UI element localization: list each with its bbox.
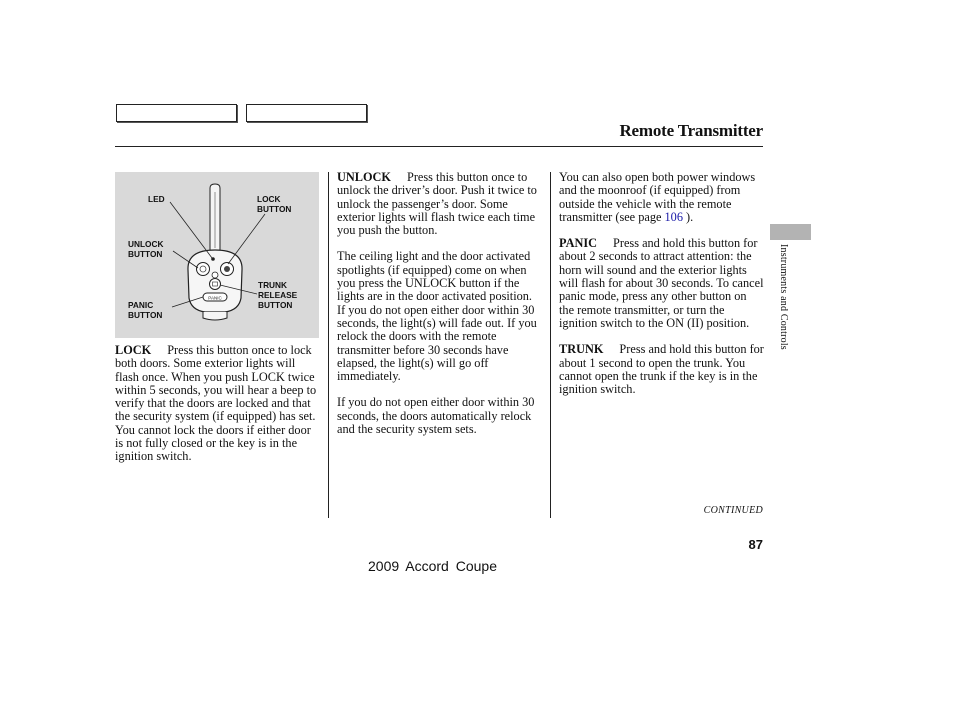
trunk-keyword: TRUNK	[559, 342, 604, 357]
panic-paragraph	[559, 237, 764, 330]
panic-keyword: PANIC	[559, 236, 598, 251]
trunk-button-label: TRUNK RELEASE BUTTON	[258, 280, 298, 310]
nav-tab-1[interactable]	[116, 104, 237, 122]
column-right	[559, 171, 764, 409]
fob-panic-text: PANIC	[208, 295, 222, 301]
footer-model: 2009 Accord Coupe	[368, 558, 497, 574]
panic-button-label: PANIC BUTTON	[128, 300, 163, 320]
windows-text: You can also open both power windows and the moonroof (if equipped) from outside the vehicle with the remote transmitter (see page	[559, 170, 756, 224]
led-label: LED	[148, 194, 165, 204]
windows-paragraph	[559, 171, 764, 224]
relock-paragraph: If you do not open either door within 30 seconds, the doors automatically relock and the security system sets.	[337, 395, 535, 437]
title-rule	[115, 146, 763, 147]
column-divider	[550, 172, 551, 518]
nav-tab-2[interactable]	[246, 104, 367, 122]
page-title: Remote Transmitter	[619, 121, 763, 140]
unlock-keyword: UNLOCK	[337, 170, 391, 184]
unlock-text: Press this button once to unlock the driver’s door. Push it twice to unlock the passenger’s door. Some exterior lights will flash twice each time you push the button.	[337, 170, 537, 238]
ceiling-light-paragraph: The ceiling light and the door activated spotlights (if equipped) come on when you press the UNLOCK button if the lights are in the door activated position. If you do not open either door within 30 seconds, the light(s) will fade out. If you relock the doors with the remote transmitter before 30 seconds have elapsed, the light(s) will go off immediately.	[337, 249, 537, 384]
lock-button-label: LOCK BUTTON	[257, 194, 292, 214]
lock-paragraph	[115, 344, 322, 464]
lock-keyword: LOCK	[115, 343, 152, 357]
unlock-button-label: UNLOCK BUTTON	[128, 239, 164, 259]
column-middle	[337, 171, 542, 449]
trunk-text: Press and hold this button for about 1 second to open the trunk. You cannot open the trunk if the key is in the ignition switch.	[559, 342, 764, 397]
section-tab[interactable]	[770, 224, 811, 240]
section-label: Instruments and Controls	[778, 244, 789, 350]
column-divider	[328, 172, 329, 518]
column-left	[115, 344, 322, 477]
unlock-paragraph	[337, 171, 542, 237]
trunk-paragraph	[559, 343, 764, 396]
page-number: 87	[748, 537, 763, 552]
windows-text-end: ).	[682, 209, 694, 224]
page-link-106[interactable]: 106	[664, 209, 683, 224]
panic-text: Press and hold this button for about 2 seconds to attract attention: the horn will sound and the exterior lights will flash for about 30 seconds. To cancel panic mode, press any other button on the remote transmitter, or turn the ignition switch to the ON (II) position.	[559, 236, 764, 330]
key-fob-figure	[115, 172, 319, 338]
continued-note: CONTINUED	[703, 505, 763, 516]
lock-text: Press this button once to lock both doors. Some exterior lights will flash once. When you push LOCK twice within 5 seconds, you will hear a beep to verify that the doors are locked and that the security system (if equipped) has set. You cannot lock the doors if either door is not fully closed or the key is in the ignition switch.	[115, 343, 317, 464]
